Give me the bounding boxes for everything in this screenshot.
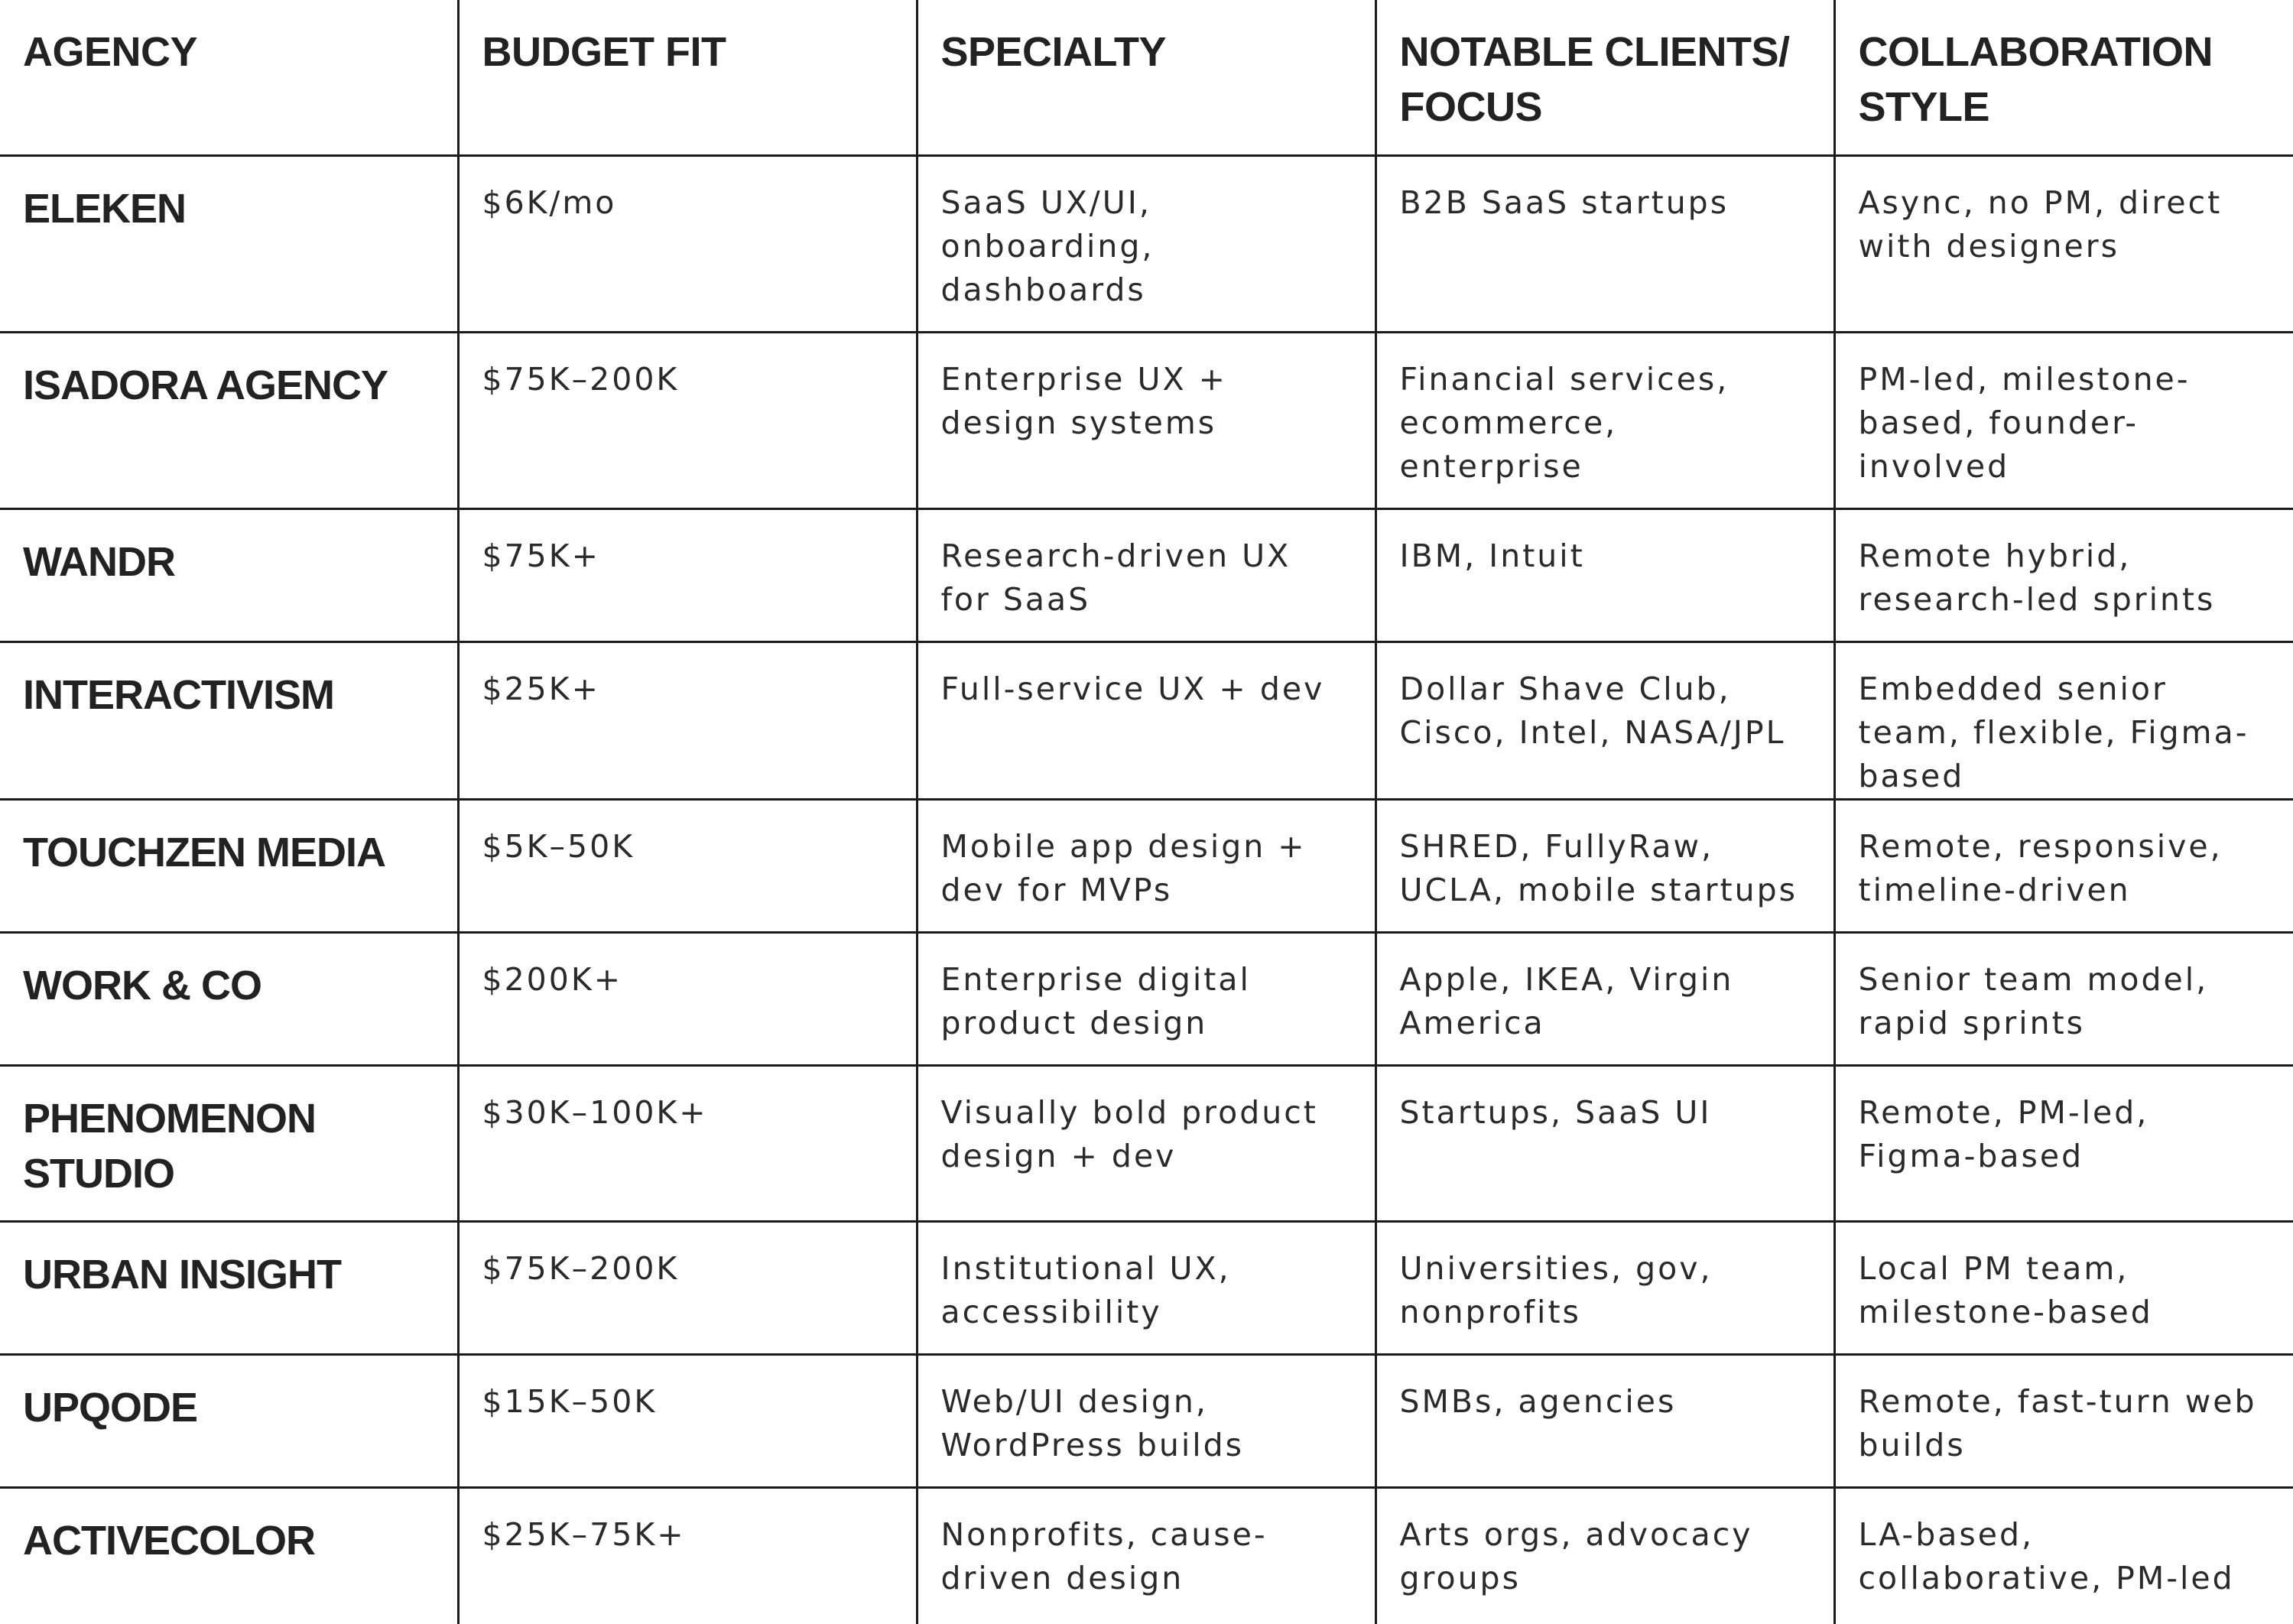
collaboration-style: PM-led, milestone-based, founder-involved [1834, 332, 2293, 508]
specialty: Enterprise UX + design systems [917, 332, 1375, 508]
specialty: Nonprofits, cause-driven design [917, 1487, 1375, 1624]
agency-name: TOUCHZEN MEDIA [0, 799, 458, 932]
notable-clients: Dollar Shave Club, Cisco, Intel, NASA/JPL [1375, 641, 1834, 799]
specialty: Full-service UX + dev [917, 641, 1375, 799]
notable-clients: IBM, Intuit [1375, 508, 1834, 641]
collaboration-style: Remote, PM-led, Figma-based [1834, 1065, 2293, 1221]
table-row [0, 508, 2293, 641]
budget-fit: $30K–100K+ [458, 1065, 917, 1221]
budget-fit: $75K+ [458, 508, 917, 641]
header-agency: AGENCY [0, 0, 458, 155]
agency-name: WORK & CO [0, 932, 458, 1065]
agency-name: URBAN INSIGHT [0, 1221, 458, 1354]
collaboration-style: LA-based, collaborative, PM-led [1834, 1487, 2293, 1624]
notable-clients: B2B SaaS startups [1375, 155, 1834, 332]
notable-clients: Startups, SaaS UI [1375, 1065, 1834, 1221]
table-header-row [0, 0, 2293, 155]
header-budget-fit: BUDGET FIT [458, 0, 917, 155]
collaboration-style: Local PM team, milestone-based [1834, 1221, 2293, 1354]
budget-fit: $25K+ [458, 641, 917, 799]
specialty: Research-driven UX for SaaS [917, 508, 1375, 641]
table-row [0, 1487, 2293, 1624]
budget-fit: $75K–200K [458, 332, 917, 508]
table-row [0, 155, 2293, 332]
agency-name: INTERACTIVISM [0, 641, 458, 799]
notable-clients: Arts orgs, advocacy groups [1375, 1487, 1834, 1624]
notable-clients: Financial services, ecommerce, enterprise [1375, 332, 1834, 508]
table-row [0, 1354, 2293, 1487]
collaboration-style: Senior team model, rapid sprints [1834, 932, 2293, 1065]
agency-name: ISADORA AGENCY [0, 332, 458, 508]
notable-clients: Universities, gov, nonprofits [1375, 1221, 1834, 1354]
agency-name: ELEKEN [0, 155, 458, 332]
table-row [0, 799, 2293, 932]
agency-name: PHENOMENON STUDIO [0, 1065, 458, 1221]
header-collaboration-style: COLLABORATION STYLE [1834, 0, 2293, 155]
budget-fit: $75K–200K [458, 1221, 917, 1354]
specialty: Enterprise digital product design [917, 932, 1375, 1065]
collaboration-style: Embedded senior team, flexible, Figma-based [1834, 641, 2293, 799]
budget-fit: $15K–50K [458, 1354, 917, 1487]
agency-name: ACTIVECOLOR [0, 1487, 458, 1624]
collaboration-style: Remote, responsive, timeline-driven [1834, 799, 2293, 932]
table-row [0, 1065, 2293, 1221]
notable-clients: SHRED, FullyRaw, UCLA, mobile startups [1375, 799, 1834, 932]
agency-name: UPQODE [0, 1354, 458, 1487]
collaboration-style: Remote, fast-turn web builds [1834, 1354, 2293, 1487]
agency-name: WANDR [0, 508, 458, 641]
specialty: SaaS UX/UI, onboarding, dashboards [917, 155, 1375, 332]
specialty: Web/UI design, WordPress builds [917, 1354, 1375, 1487]
budget-fit: $200K+ [458, 932, 917, 1065]
table-row [0, 1221, 2293, 1354]
notable-clients: SMBs, agencies [1375, 1354, 1834, 1487]
collaboration-style: Remote hybrid, research-led sprints [1834, 508, 2293, 641]
specialty: Visually bold product design + dev [917, 1065, 1375, 1221]
table-row [0, 641, 2293, 799]
collaboration-style: Async, no PM, direct with designers [1834, 155, 2293, 332]
budget-fit: $5K–50K [458, 799, 917, 932]
header-specialty: SPECIALTY [917, 0, 1375, 155]
table-row [0, 332, 2293, 508]
budget-fit: $6K/mo [458, 155, 917, 332]
specialty: Institutional UX, accessibility [917, 1221, 1375, 1354]
header-notable-clients: NOTABLE CLIENTS/ FOCUS [1375, 0, 1834, 155]
table-row [0, 932, 2293, 1065]
budget-fit: $25K–75K+ [458, 1487, 917, 1624]
notable-clients: Apple, IKEA, Virgin America [1375, 932, 1834, 1065]
specialty: Mobile app design + dev for MVPs [917, 799, 1375, 932]
